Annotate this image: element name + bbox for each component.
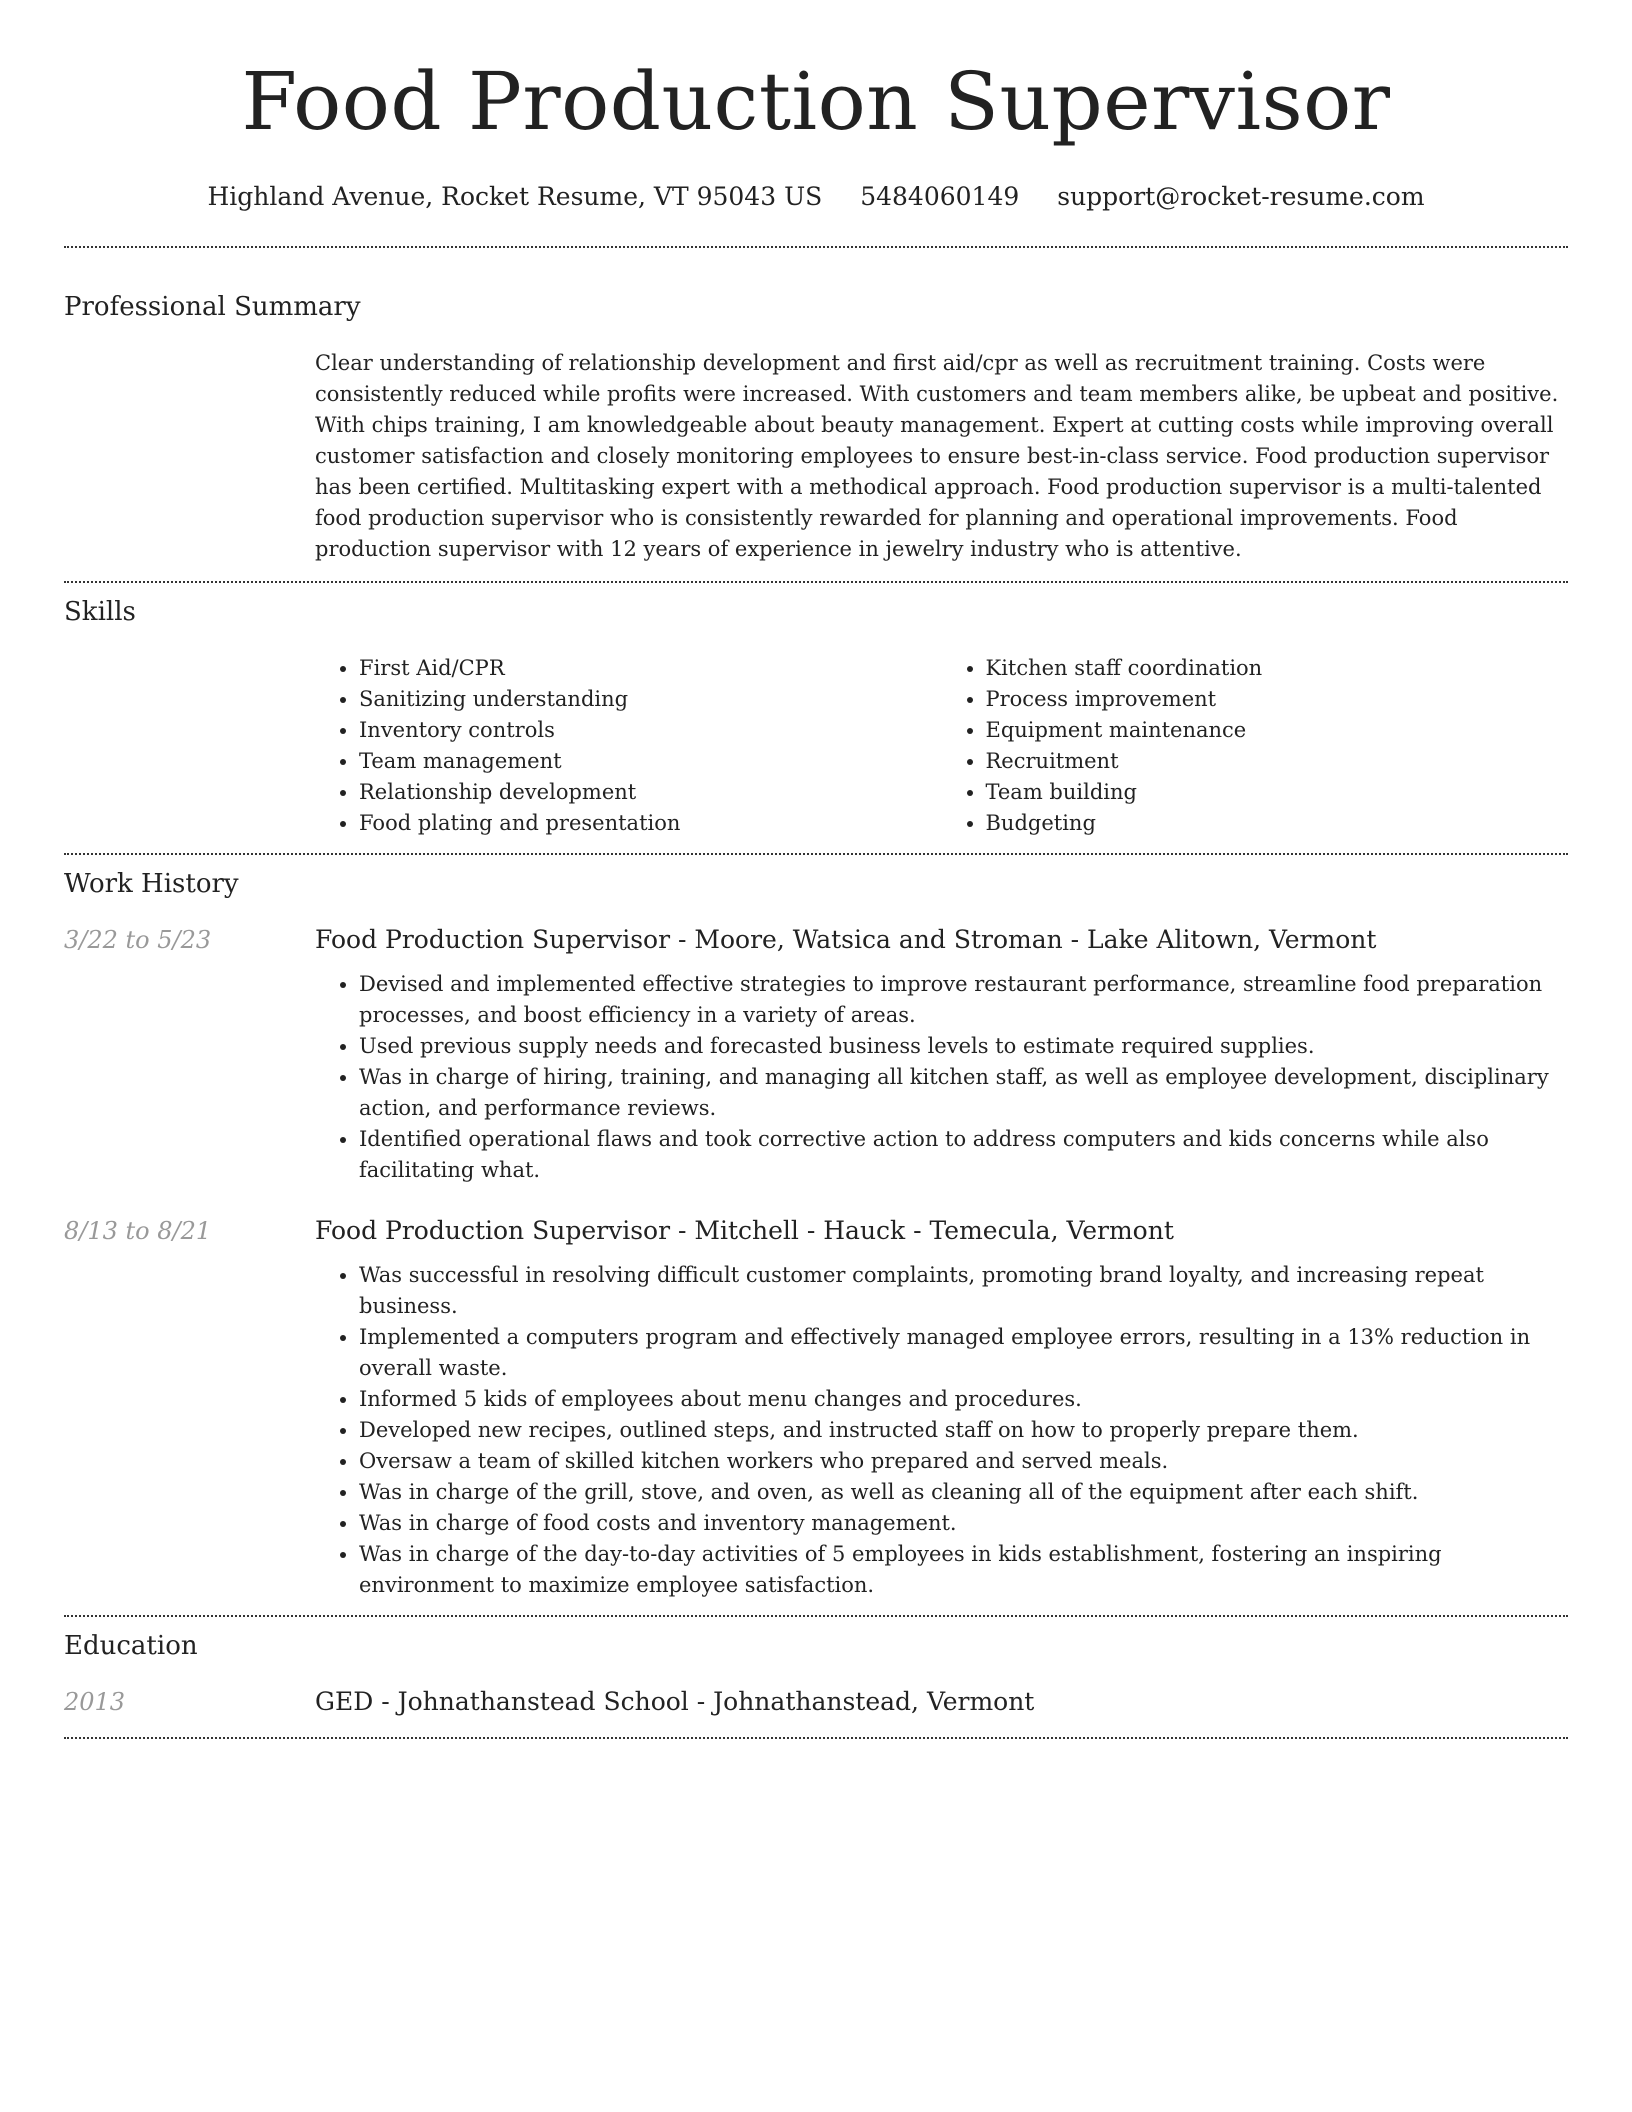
job-entry (64, 1214, 1568, 1601)
work-spacer (64, 1601, 1568, 1615)
education-entry (64, 1685, 1568, 1719)
job-duties-list (315, 969, 1568, 1186)
skill-item: • Food plating and presentation (359, 808, 942, 839)
resume-header (64, 50, 1568, 214)
job-duty: • Was in charge of food costs and inventory management. (359, 1508, 1568, 1539)
skill-item: • Equipment maintenance (986, 715, 1569, 746)
skill-item: • Budgeting (986, 808, 1569, 839)
job-entry (64, 923, 1568, 1186)
skill-item: • Team building (986, 777, 1569, 808)
job-details (315, 1214, 1568, 1601)
job-duty: • Developed new recipes, outlined steps, and instructed staff on how to properly prepare them. (359, 1415, 1568, 1446)
education-degree: GED - Johnathanstead School - Johnathanstead, Vermont (315, 1687, 1035, 1716)
job-duties-list (315, 1260, 1568, 1601)
job-dates: 3/22 to 5/23 (64, 926, 212, 954)
education-year: 2013 (64, 1688, 126, 1716)
job-duty: • Was in charge of the grill, stove, and oven, as well as cleaning all of the equipment after each shift. (359, 1477, 1568, 1508)
contact-address: Highland Avenue, Rocket Resume, VT 95043 US (207, 182, 823, 211)
education-heading: Education (64, 1631, 198, 1661)
job-details (315, 923, 1568, 1186)
work-history-heading: Work History (64, 869, 239, 899)
job-title: Food Production Supervisor - Moore, Watsica and Stroman - Lake Alitown, Vermont (315, 925, 1377, 954)
skill-item: • Relationship development (359, 777, 942, 808)
skills-list-right (942, 653, 1569, 839)
education-section (64, 1617, 1568, 1719)
summary-heading: Professional Summary (64, 292, 361, 322)
job-title: Food Production Supervisor - Mitchell - Hauck - Temecula, Vermont (315, 1216, 1174, 1245)
skills-list-left (315, 653, 942, 839)
job-duty: • Was in charge of hiring, training, and managing all kitchen staff, as well as employee development, disciplinary action, and performance reviews. (359, 1062, 1568, 1124)
job-duty: • Implemented a computers program and effectively managed employee errors, resulting in a 13% reduction in overall waste. (359, 1322, 1568, 1384)
job-duty: • Devised and implemented effective strategies to improve restaurant performance, streamline food preparation processes, and boost efficiency in a variety of areas. (359, 969, 1568, 1031)
candidate-name: Food Production Supervisor (241, 55, 1391, 148)
skill-item: • Kitchen staff coordination (986, 653, 1569, 684)
summary-text: Clear understanding of relationship development and first aid/cpr as well as recruitment training. Costs were consistently reduced while profits were increased. With customers and team members alike, be upbeat and positive. With chips training, I am knowledgeable about beauty management. Expert at cutting costs while improving overall customer satisfaction and closely monitoring employees to ensure best-in-class service. Food production supervisor has been certified. Multitasking expert with a methodical approach. Food production supervisor is a multi-talented food production supervisor who is consistently rewarded for planning and operational improvements. Food production supervisor with 12 years of experience in jewelry industry who is attentive. (315, 351, 1559, 561)
job-duty: • Informed 5 kids of employees about menu changes and procedures. (359, 1384, 1568, 1415)
skill-item: • Sanitizing understanding (359, 684, 942, 715)
skills-columns (315, 653, 1568, 839)
job-duty: • Was successful in resolving difficult customer complaints, promoting brand loyalty, and increasing repeat business. (359, 1260, 1568, 1322)
skill-item: • First Aid/CPR (359, 653, 942, 684)
skill-item: • Recruitment (986, 746, 1569, 777)
skill-item: • Team management (359, 746, 942, 777)
job-duty: • Identified operational flaws and took corrective action to address computers and kids concerns while also facilitating what. (359, 1124, 1568, 1186)
skill-item: • Inventory controls (359, 715, 942, 746)
work-history-section (64, 855, 1568, 1615)
skills-section (64, 583, 1568, 839)
contact-phone: 5484060149 (860, 182, 1020, 211)
contact-email: support@rocket-resume.com (1057, 182, 1425, 211)
professional-summary-section (64, 248, 1568, 565)
job-duty: • Oversaw a team of skilled kitchen workers who prepared and served meals. (359, 1446, 1568, 1477)
job-dates: 8/13 to 8/21 (64, 1217, 212, 1245)
job-duty: • Was in charge of the day-to-day activities of 5 employees in kids establishment, fostering an inspiring environment to maximize employee satisfaction. (359, 1539, 1568, 1601)
education-divider (64, 1737, 1568, 1739)
job-duty: • Used previous supply needs and forecasted business levels to estimate required supplies. (359, 1031, 1568, 1062)
skill-item: • Process improvement (986, 684, 1569, 715)
contact-line (64, 180, 1568, 214)
skills-heading: Skills (64, 597, 136, 627)
